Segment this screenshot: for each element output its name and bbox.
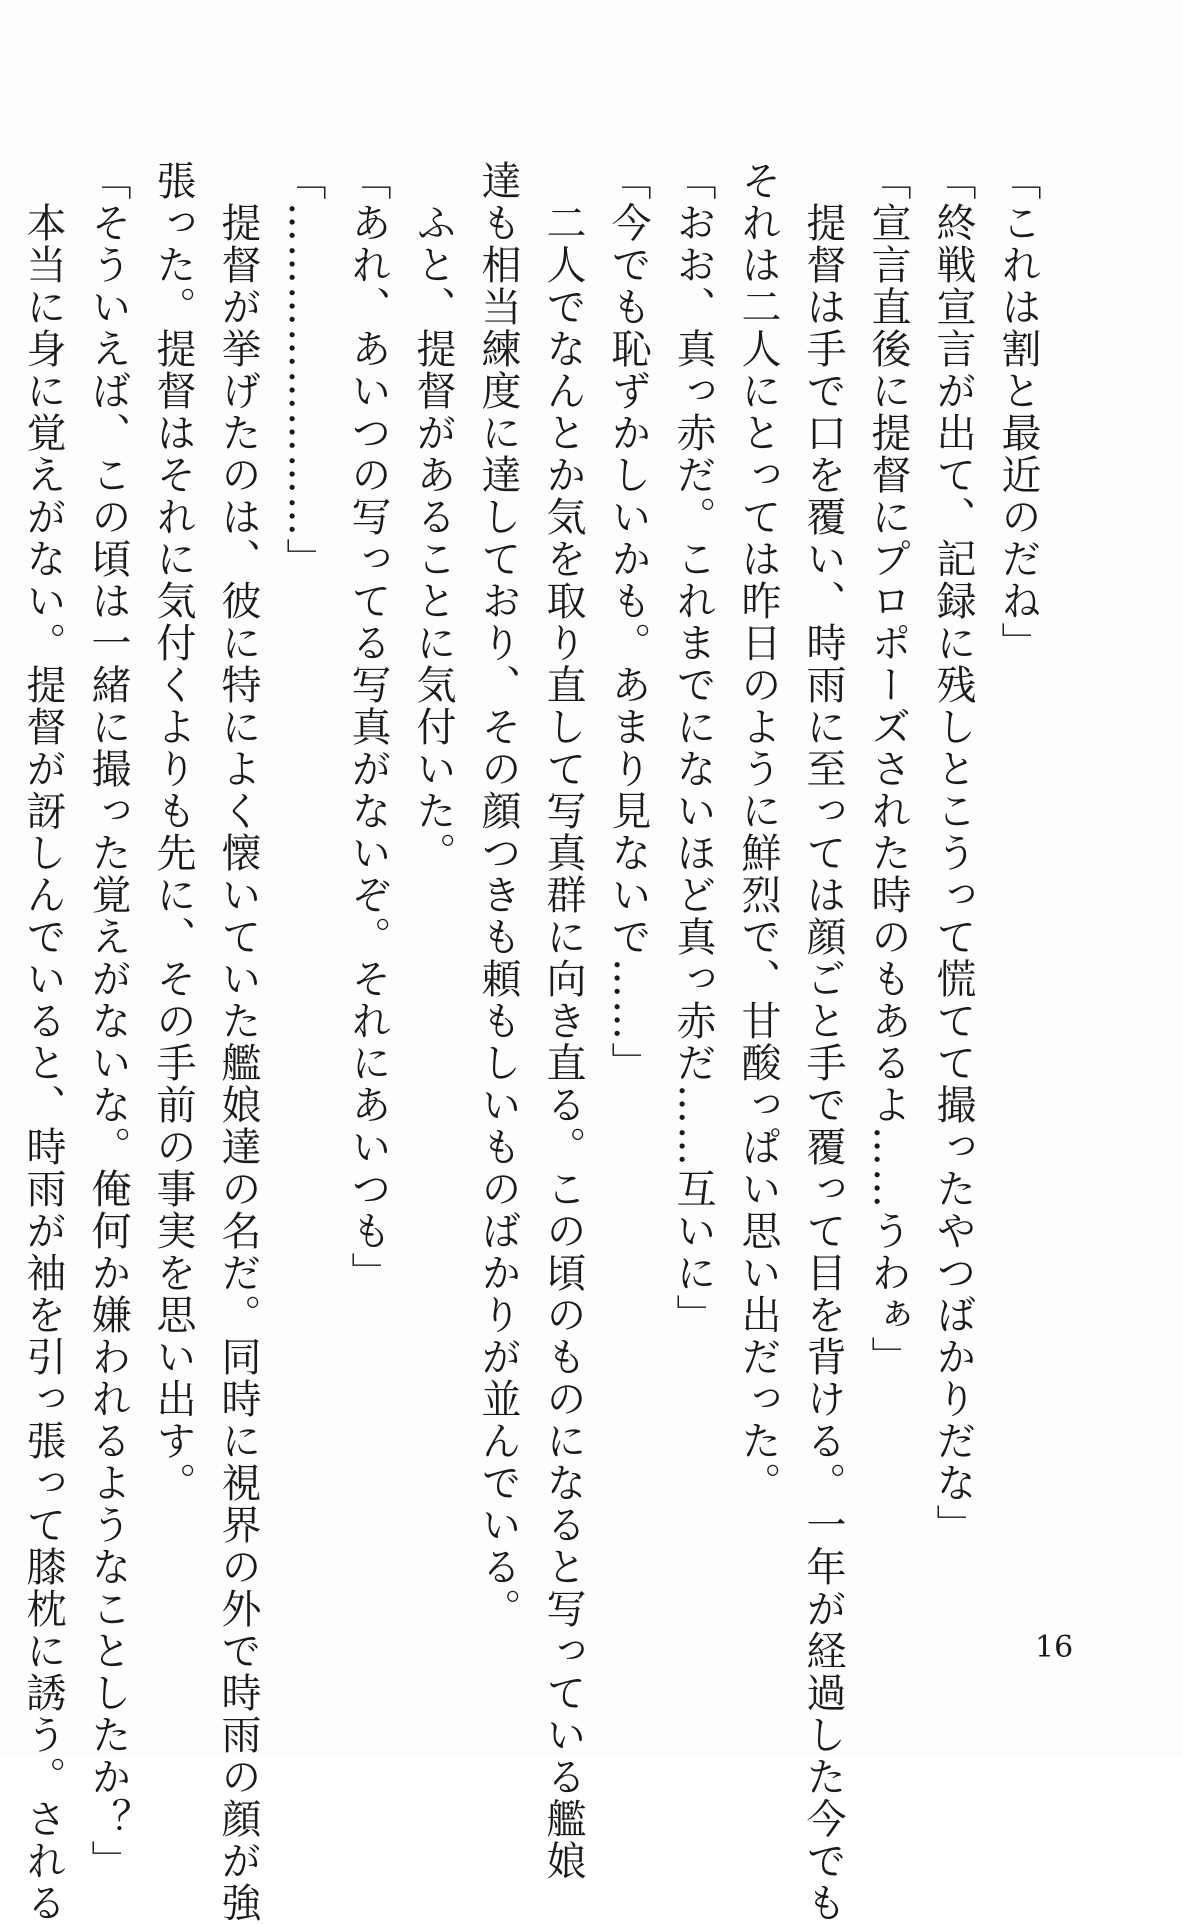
text-line: 本当に身に覚えがない。提督が訝しんでいると、時雨が袖を引っ張って膝枕に誘う。される [20,160,66,1924]
text-line: 「おお、真っ赤だ。これまでにないほど真っ赤だ……互いに」 [670,160,716,1336]
text-line: 張った。提督はそれに気付くよりも先に、その手前の事実を思い出す。 [150,160,196,1504]
text-line: 達も相当練度に達しており、その顔つきも頼もしいものばかりが並んでいる。 [475,160,521,1630]
text-line: ふと、提督があることに気付いた。 [410,160,456,874]
text-line: 二人でなんとか気を取り直して写真群に向き直る。この頃のものになると写っている艦娘 [540,160,586,1882]
vertical-text-body [20,160,1050,1924]
text-line: 「宣言直後に提督にプロポーズされた時のもあるよ……うわぁ」 [865,160,911,1378]
text-line: 「終戦宣言が出て、記録に残しとこうって慌てて撮ったやつばかりだな」 [930,160,976,1546]
text-line: 「……………………」 [280,160,326,580]
text-line: 提督が挙げたのは、彼に特によく懐いていた艦娘達の名だ。同時に視界の外で時雨の顔が強 [215,160,261,1924]
text-line: 「これは割と最近のだね」 [995,160,1041,664]
text-line: それは二人にとっては昨日のように鮮烈で、甘酸っぱい思い出だった。 [735,160,781,1504]
text-line: 「そういえば、この頃は一緒に撮った覚えがないな。俺何か嫌われるようなことしたか？」 [85,160,131,1882]
text-line: 「あれ、あいつの写ってる写真がないぞ。それにあいつも」 [345,160,391,1294]
text-line: 「今でも恥ずかしいかも。あまり見ないで……」 [605,160,651,1084]
text-line: 提督は手で口を覆い、時雨に至っては顔ごと手で覆って目を背ける。一年が経過した今でも [800,160,846,1924]
page-number: 16 [1035,1630,1074,1665]
